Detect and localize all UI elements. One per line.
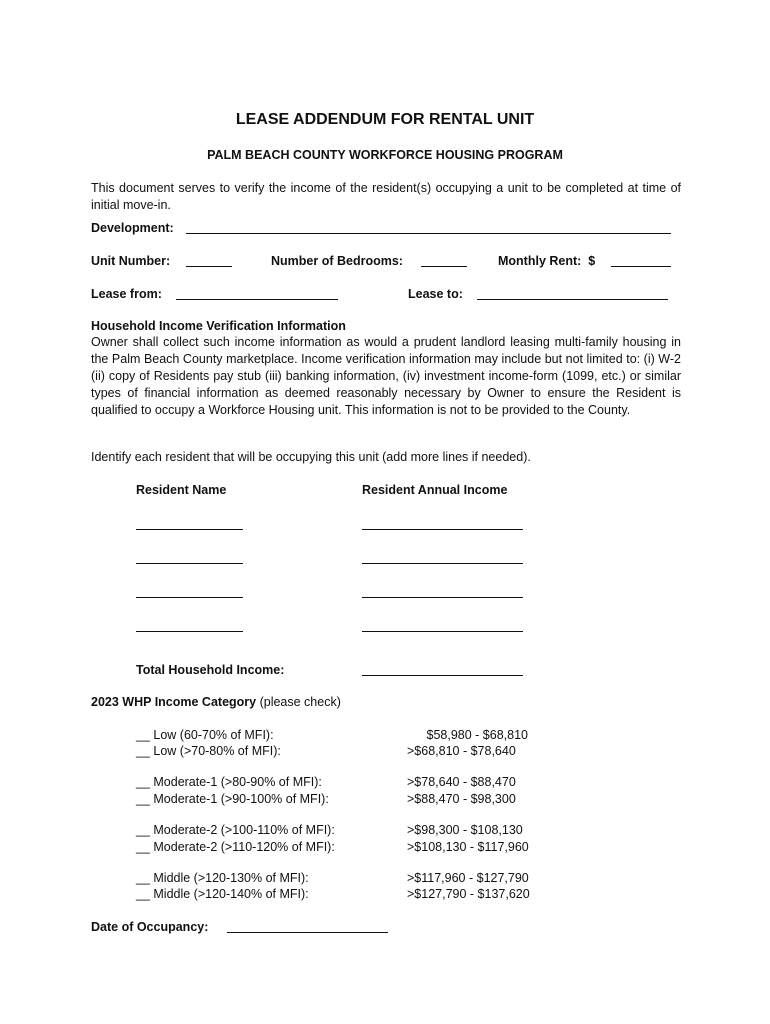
category-range: >$127,790 - $137,620 xyxy=(407,887,530,901)
income-category-heading xyxy=(91,695,341,709)
category-range: >$88,470 - $98,300 xyxy=(407,792,516,806)
resident-income-field[interactable] xyxy=(362,551,523,564)
category-label[interactable]: __ Low (60-70% of MFI): xyxy=(136,728,274,742)
resident-name-field[interactable] xyxy=(136,517,243,530)
category-range: >$78,640 - $88,470 xyxy=(407,775,516,789)
lease-from-field[interactable] xyxy=(176,287,338,300)
date-occupancy-label: Date of Occupancy: xyxy=(91,920,209,934)
income-category-title: 2023 WHP Income Category xyxy=(91,695,257,709)
category-range: >$98,300 - $108,130 xyxy=(407,823,523,837)
category-range: >$68,810 - $78,640 xyxy=(407,744,516,758)
category-label[interactable]: __ Moderate-2 (>110-120% of MFI): xyxy=(136,840,335,854)
monthly-rent-label: Monthly Rent: $ xyxy=(498,254,596,268)
category-range: >$117,960 - $127,790 xyxy=(407,871,529,885)
total-household-label: Total Household Income: xyxy=(136,663,285,677)
date-occupancy-field[interactable] xyxy=(227,920,388,933)
intro-paragraph: This document serves to verify the income of the resident(s) occupying a unit to be completed at time of initial move-in. xyxy=(91,181,681,212)
resident-name-field[interactable] xyxy=(136,551,243,564)
monthly-rent-field[interactable] xyxy=(611,254,671,267)
resident-income-field[interactable] xyxy=(362,585,523,598)
development-field[interactable] xyxy=(186,221,671,234)
lease-to-field[interactable] xyxy=(477,287,668,300)
resident-name-header: Resident Name xyxy=(136,483,227,497)
category-label[interactable]: __ Moderate-1 (>80-90% of MFI): xyxy=(136,775,322,789)
category-label[interactable]: __ Low (>70-80% of MFI): xyxy=(136,744,281,758)
bedrooms-label: Number of Bedrooms: xyxy=(271,254,403,268)
category-label[interactable]: __ Moderate-1 (>90-100% of MFI): xyxy=(136,792,329,806)
identify-instructions: Identify each resident that will be occupying this unit (add more lines if needed). xyxy=(91,450,531,464)
unit-number-field[interactable] xyxy=(186,254,232,267)
category-range: >$108,130 - $117,960 xyxy=(407,840,529,854)
resident-income-field[interactable] xyxy=(362,517,523,530)
development-label: Development: xyxy=(91,221,174,235)
document-title: LEASE ADDENDUM FOR RENTAL UNIT xyxy=(235,111,535,128)
bedrooms-field[interactable] xyxy=(421,254,467,267)
verification-body: Owner shall collect such income information as would a prudent landlord leasing multi-family housing in the Palm Beach County marketplace. Income verification information may include but not limited to: (i) W-2 (ii) copy of Residents pay stub (iii) banking information, (iv) investment income-form (1099, etc.) or similar types of financial information as deemed reasonably necessary by Owner to ensure the Resident is qualified to occupy a Workforce Housing unit. This information is not to be provided to the County. xyxy=(91,335,681,417)
unit-number-label: Unit Number: xyxy=(91,254,171,268)
income-category-note: (please check) xyxy=(256,695,341,709)
resident-income-field[interactable] xyxy=(362,619,523,632)
category-label[interactable]: __ Middle (>120-130% of MFI): xyxy=(136,871,309,885)
resident-name-field[interactable] xyxy=(136,585,243,598)
lease-to-label: Lease to: xyxy=(408,287,463,301)
resident-income-header: Resident Annual Income xyxy=(362,483,508,497)
document-subtitle: PALM BEACH COUNTY WORKFORCE HOUSING PROGRAM xyxy=(207,148,563,162)
resident-name-field[interactable] xyxy=(136,619,243,632)
category-label[interactable]: __ Moderate-2 (>100-110% of MFI): xyxy=(136,823,335,837)
verification-heading: Household Income Verification Information xyxy=(91,319,346,333)
total-household-field[interactable] xyxy=(362,663,523,676)
lease-from-label: Lease from: xyxy=(91,287,162,301)
category-range: $58,980 - $68,810 xyxy=(426,728,528,742)
category-label[interactable]: __ Middle (>120-140% of MFI): xyxy=(136,887,309,901)
